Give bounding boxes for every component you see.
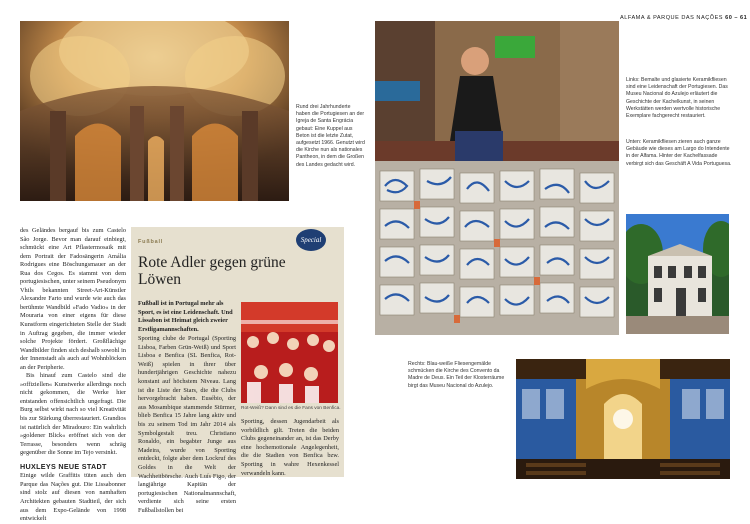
tiles-caption: Links: Bemalte und glasierte Keramikfliesen sind eine Leidenschaft der Portugiesen. Das Museu Nacional do Azulejo erläutert die Geschichte der Kachelkunst, in seinen Werkstätten werden wertvolle historische Exemplare fachgerecht restauriert. <box>626 77 728 120</box>
body-paragraph: Bis hinauf zum Castelo sind die »offiziellen« Kunstwerke allerdings noch nicht gekommen, die Werke hier entstanden offensichtlich ungefragt. Die Burg selbst wirkt nach so viel Kreativität bis zur Stärkung überrestauriert. Grandios ist natürlich der Miradouro: Ein wahrlich »goldener Blick« eröffnet sich von der Terrasse, besonders wenn schräg gegenüber die Sonne im Tejo versinkt. <box>20 372 126 457</box>
tiled-building-photo <box>626 214 729 334</box>
body-column <box>20 227 126 524</box>
chapel-interior-photo <box>516 359 730 479</box>
special-body-text: Sporting, dessen Jugendarbeit als vorbildlich gilt. Treten die beiden Clubs gegeneinander an, ist das Derby eine hochemotionale Angelegenheit, die die Stadien von Benfica bzw. Sporting in wahre Hexenkessel verwandeln kann. <box>241 418 339 477</box>
building-caption: Unten: Keramikfliesen zieren auch ganze Gebäude wie dieses am Largo do Intendente in der Alfama. Hinter der Kachelfassade verbirgt sich das Geschäft A Vida Portuguesa. <box>626 139 732 167</box>
football-fans-photo <box>241 302 338 403</box>
dome-caption: Rund drei Jahrhunderte haben die Portugiesen an der Igreja de Santa Engrácia gebaut: Eine Kuppel aus Beton ist die letzte Zutat, aufgesetzt 1966. Genutzt wird die Kirche nun als nationales Pantheon, in dem die Großen des Landes gedacht wird. <box>296 104 365 168</box>
special-title: Rote Adler gegen grüne Löwen <box>138 254 286 288</box>
special-badge: Special <box>296 229 326 251</box>
page-numbers: 60 – 61 <box>725 15 748 21</box>
page-header <box>620 15 747 21</box>
tile-restorer-photo <box>375 21 619 335</box>
church-dome-photo <box>20 21 289 201</box>
fans-caption: Rot-Weiß? Dann sind es die Fans von Benfica. <box>241 406 341 411</box>
section-label: ALFAMA & PARQUE DAS NAÇÕES <box>620 15 724 21</box>
body-paragraph: Einige wilde Graffitis tüten auch den Parque das Nações gut. Die Lissabonner sind stolz auf diesen von namhaften Architekten gebauten Stadtteil, der sich aus dem Expo-Gelände von 1998 entwickelt <box>20 472 126 523</box>
chapel-caption: Rechts: Blau-weiße Fliesengemälde schmücken die Kirche des Convento da Madre de Deus. Ein Teil der Klosterräume birgt das Museu Nacional do Azulejo. <box>408 361 505 389</box>
body-subheading: HUXLEYS NEUE STADT <box>20 461 107 471</box>
special-lead: Fußball ist in Portugal mehr als Sport, es ist eine Leidenschaft. Und Lissabon ist Heimat gleich zweier Erstligamannschaften. <box>138 300 233 333</box>
special-body-text: Sporting clube de Portugal (Sporting Lisboa, Farben Grün-Weiß) und Sport Lisboa e Benfica (SL Benfica, Rot-Weiß) spielen in ihrer über hundertjährigen Geschichte nahezu konstant auf höchstem Niveau. Lang ist die Liste der Stars, die die Clubs hervorgebracht haben. Eusébio, der aus Mosambique stammende Stürmer, blieb Benfica 15 Jahre lang aktiv und bis zu seinem Tod im Jahr 2014 als Symbolgestalt treu. Christiano Ronaldo, ein begabter Junge aus Madeira, wurde von Sporting entdeckt, folgte aber dem Lockruf des Goldes in die Welt der Wachheitbörsche. Auch Luís Figo, der langjährige Kapitän der portugiesischen Nationalmannschaft, verdiente sich seine ersten Fußballstollen bei <box>138 335 236 514</box>
body-paragraph: des Geländes bergauf bis zum Castelo São Jorge. Bevor man darauf einbiegt, schmückt eine Art Pflastermosaik mit dem Portrait der Fadosängerin Amália Rodrigues eine Böschungsmauer an der Rua dos Cegos. Es stammt von dem portugiesischen, unter seinem Pseudonym Vhils bekannten Street-Art-Künstler Alexandre Farto und wurde wie auch das berühmte Wandbild »Fado Vadio« in der Mouraria von einer eigens für diese Kunstform eingerichteten Stelle der Stadt in Auftrag gegeben, die immer wieder solche Projekte fördert. Großflächige Wandbilder finden sich deshalb sowohl in der Innenstadt als auch auf Wohnblöcken an der Peripherie. <box>20 227 126 371</box>
special-kicker: Fußball <box>138 239 164 245</box>
